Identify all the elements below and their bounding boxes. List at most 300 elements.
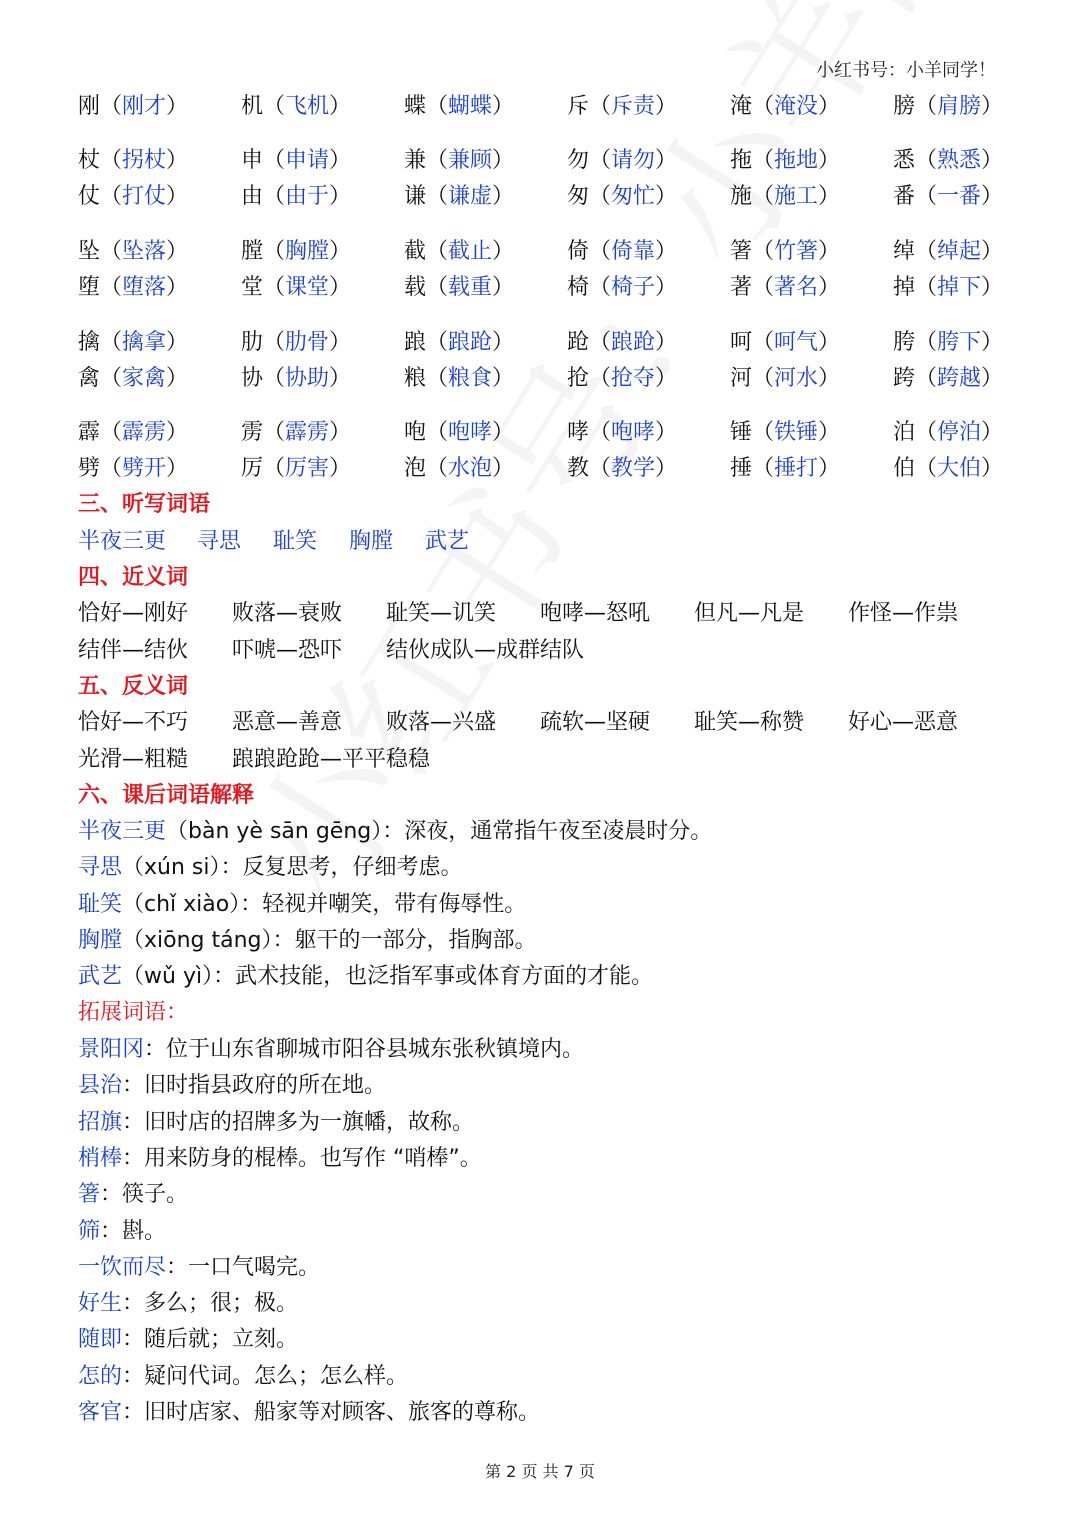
char-entry <box>893 182 1003 212</box>
char-entry <box>567 237 677 267</box>
paren-close: ） <box>818 275 841 300</box>
paren-open: （ <box>426 275 449 300</box>
header-account: 小红书号：小羊同学！ <box>816 60 996 81</box>
char: 锤 <box>730 420 753 445</box>
paren-close: ） <box>655 366 678 391</box>
paren-open: （ <box>263 94 286 119</box>
definition: （xún si）：反复思考，仔细考虑。 <box>122 855 463 881</box>
char-word: 肩膀 <box>937 94 982 119</box>
paren-open: （ <box>100 420 123 445</box>
char-entry <box>730 273 840 303</box>
paren-open: （ <box>426 366 449 391</box>
synonym-pair: 结伙成队—成群结队 <box>386 638 585 663</box>
char-word: 申请 <box>285 148 330 173</box>
char-word: 打仗 <box>122 184 167 209</box>
synonym-pair: 作怪—作祟 <box>848 601 959 626</box>
definition: （xiōng táng）：躯干的一部分，指胸部。 <box>122 927 537 953</box>
char-entry <box>404 418 514 448</box>
char-word: 霹雳 <box>285 420 330 445</box>
char-word: 蝴蝶 <box>448 94 493 119</box>
paren-close: ） <box>981 94 1004 119</box>
explanation-item <box>78 817 712 847</box>
synonym-pair: 吓唬—恐吓 <box>232 638 343 663</box>
dictation-word: 半夜三更 <box>78 529 167 554</box>
paren-open: （ <box>752 456 775 481</box>
char-word: 粮食 <box>448 366 493 391</box>
term: 寻思 <box>78 855 123 881</box>
char-entry <box>404 92 514 122</box>
synonym-pair: 耻笑—讥笑 <box>386 601 497 626</box>
char-word: 谦虚 <box>448 184 493 209</box>
extension-item <box>78 1289 298 1319</box>
char-word: 飞机 <box>285 94 330 119</box>
paren-open: （ <box>752 366 775 391</box>
paren-close: ） <box>981 366 1004 391</box>
paren-close: ） <box>818 94 841 119</box>
char-entry <box>78 418 188 448</box>
extension-item <box>78 1180 188 1210</box>
char-word: 捶打 <box>774 456 819 481</box>
char-word: 掉下 <box>937 275 982 300</box>
char-word: 载重 <box>448 275 493 300</box>
char: 跨 <box>893 366 916 391</box>
paren-open: （ <box>589 420 612 445</box>
char: 刚 <box>78 94 101 119</box>
paren-close: ） <box>818 366 841 391</box>
paren-close: ） <box>655 94 678 119</box>
paren-close: ） <box>981 330 1004 355</box>
char: 咆 <box>404 420 427 445</box>
char-entry <box>78 92 188 122</box>
paren-close: ） <box>166 239 189 264</box>
extension-item <box>78 1217 166 1247</box>
char-word: 竹箸 <box>774 239 819 264</box>
char-entry <box>893 418 1003 448</box>
char: 掉 <box>893 275 916 300</box>
char: 截 <box>404 239 427 264</box>
term: 梢棒 <box>78 1145 123 1171</box>
char: 由 <box>241 184 264 209</box>
char: 坠 <box>78 239 101 264</box>
char: 堂 <box>241 275 264 300</box>
paren-open: （ <box>752 275 775 300</box>
char: 杖 <box>78 148 101 173</box>
antonym-pair: 疏软—坚硬 <box>540 710 651 735</box>
paren-close: ） <box>655 275 678 300</box>
char-entry <box>404 454 514 484</box>
paren-close: ） <box>981 275 1004 300</box>
paren-open: （ <box>426 330 449 355</box>
char-entry <box>893 237 1003 267</box>
section-3-title: 三、听写词语 <box>78 492 211 517</box>
char: 踉 <box>404 330 427 355</box>
paren-open: （ <box>589 94 612 119</box>
char-entry <box>241 92 351 122</box>
char-entry <box>730 237 840 267</box>
char-entry <box>730 92 840 122</box>
char: 倚 <box>567 239 590 264</box>
char-word: 教学 <box>611 456 656 481</box>
char-word: 由于 <box>285 184 330 209</box>
char-entry <box>241 418 351 448</box>
char: 膀 <box>893 94 916 119</box>
paren-open: （ <box>915 148 938 173</box>
paren-open: （ <box>263 239 286 264</box>
paren-open: （ <box>263 148 286 173</box>
char-entry <box>404 146 514 176</box>
paren-open: （ <box>426 94 449 119</box>
char-word: 呵气 <box>774 330 819 355</box>
extension-item <box>78 1144 482 1174</box>
paren-open: （ <box>915 366 938 391</box>
synonym-pair: 咆哮—怒吼 <box>540 601 651 626</box>
term: 箸 <box>78 1182 101 1208</box>
paren-close: ） <box>981 420 1004 445</box>
paren-open: （ <box>915 184 938 209</box>
dictation-word: 武艺 <box>425 529 470 554</box>
paren-open: （ <box>589 239 612 264</box>
char-word: 踉跄 <box>448 330 493 355</box>
char: 呵 <box>730 330 753 355</box>
paren-open: （ <box>263 184 286 209</box>
char-word: 淹没 <box>774 94 819 119</box>
term: 县治 <box>78 1073 123 1099</box>
char: 膛 <box>241 239 264 264</box>
char-entry <box>404 237 514 267</box>
paren-close: ） <box>818 148 841 173</box>
paren-close: ） <box>492 239 515 264</box>
paren-close: ） <box>818 420 841 445</box>
dictation-word: 耻笑 <box>273 529 318 554</box>
char-entry <box>730 328 840 358</box>
char: 淹 <box>730 94 753 119</box>
char-entry <box>241 237 351 267</box>
char-word: 水泡 <box>448 456 493 481</box>
char: 机 <box>241 94 264 119</box>
antonym-pair: 踉踉跄跄—平平稳稳 <box>232 747 431 772</box>
char: 劈 <box>78 456 101 481</box>
char: 河 <box>730 366 753 391</box>
char-word: 拐杖 <box>122 148 167 173</box>
extension-title: 拓展词语： <box>78 1000 189 1025</box>
paren-close: ） <box>329 94 352 119</box>
char-entry <box>78 273 188 303</box>
section-4-title: 四、近义词 <box>78 565 189 590</box>
char: 哮 <box>567 420 590 445</box>
char-entry <box>893 364 1003 394</box>
paren-open: （ <box>100 275 123 300</box>
paren-open: （ <box>100 456 123 481</box>
paren-open: （ <box>426 184 449 209</box>
paren-open: （ <box>752 330 775 355</box>
char-entry <box>567 182 677 212</box>
char-entry <box>78 328 188 358</box>
extension-item <box>78 1398 540 1428</box>
char-word: 一番 <box>937 184 982 209</box>
char: 勿 <box>567 148 590 173</box>
char-entry <box>404 364 514 394</box>
char-word: 抢夺 <box>611 366 656 391</box>
paren-close: ） <box>818 184 841 209</box>
paren-open: （ <box>426 239 449 264</box>
paren-close: ） <box>818 239 841 264</box>
paren-open: （ <box>263 366 286 391</box>
paren-open: （ <box>589 456 612 481</box>
char-entry <box>567 273 677 303</box>
char-word: 匆忙 <box>611 184 656 209</box>
paren-close: ） <box>655 148 678 173</box>
term: 耻笑 <box>78 891 123 917</box>
synonym-pair: 恰好—刚好 <box>78 601 189 626</box>
paren-open: （ <box>915 239 938 264</box>
char-word: 擒拿 <box>122 330 167 355</box>
char: 载 <box>404 275 427 300</box>
char-entry <box>241 454 351 484</box>
term: 胸膛 <box>78 927 123 953</box>
char-word: 斥责 <box>611 94 656 119</box>
char: 著 <box>730 275 753 300</box>
definition: ：旧时店家、船家等对顾客、旅客的尊称。 <box>122 1400 541 1425</box>
char-word: 肋骨 <box>285 330 330 355</box>
definition: （wǔ yì）：武术技能，也泛指军事或体育方面的才能。 <box>122 964 654 990</box>
explanation-item <box>78 926 537 956</box>
paren-open: （ <box>263 275 286 300</box>
char-word: 踉跄 <box>611 330 656 355</box>
paren-close: ） <box>329 456 352 481</box>
char-word: 家禽 <box>122 366 167 391</box>
char: 绰 <box>893 239 916 264</box>
paren-open: （ <box>752 94 775 119</box>
char: 协 <box>241 366 264 391</box>
term: 武艺 <box>78 964 123 990</box>
char: 椅 <box>567 275 590 300</box>
paren-close: ） <box>492 94 515 119</box>
section-6-title: 六、课后词语解释 <box>78 783 255 808</box>
paren-open: （ <box>915 275 938 300</box>
char-entry <box>404 328 514 358</box>
paren-open: （ <box>100 330 123 355</box>
paren-close: ） <box>492 275 515 300</box>
paren-close: ） <box>818 330 841 355</box>
section-5-title: 五、反义词 <box>78 674 189 699</box>
char: 擒 <box>78 330 101 355</box>
char: 厉 <box>241 456 264 481</box>
paren-close: ） <box>981 184 1004 209</box>
synonym-pair: 结伴—结伙 <box>78 638 189 663</box>
char-entry <box>730 146 840 176</box>
term: 怎的 <box>78 1363 123 1389</box>
paren-close: ） <box>492 148 515 173</box>
dictation-word: 胸膛 <box>349 529 394 554</box>
char-word: 堕落 <box>122 275 167 300</box>
paren-close: ） <box>329 148 352 173</box>
paren-open: （ <box>426 456 449 481</box>
char-entry <box>730 364 840 394</box>
char-entry <box>893 454 1003 484</box>
term: 好生 <box>78 1291 123 1317</box>
char-word: 跨越 <box>937 366 982 391</box>
paren-open: （ <box>915 456 938 481</box>
char-word: 著名 <box>774 275 819 300</box>
char: 捶 <box>730 456 753 481</box>
char-word: 劈开 <box>122 456 167 481</box>
paren-close: ） <box>981 239 1004 264</box>
char-entry <box>241 146 351 176</box>
char-entry <box>567 418 677 448</box>
definition: （chǐ xiào）：轻视并嘲笑，带有侮辱性。 <box>122 891 527 917</box>
char-word: 刚才 <box>122 94 167 119</box>
char: 兼 <box>404 148 427 173</box>
antonym-pair: 恶意—善意 <box>232 710 343 735</box>
paren-close: ） <box>166 184 189 209</box>
char-entry <box>241 328 351 358</box>
char: 堕 <box>78 275 101 300</box>
char-word: 施工 <box>774 184 819 209</box>
extension-item <box>78 1253 320 1283</box>
paren-open: （ <box>100 366 123 391</box>
paren-close: ） <box>981 148 1004 173</box>
definition: ：用来防身的棍棒。也写作 “哨棒”。 <box>122 1145 482 1171</box>
paren-open: （ <box>589 366 612 391</box>
extension-item <box>78 1325 298 1355</box>
char: 粮 <box>404 366 427 391</box>
paren-open: （ <box>915 330 938 355</box>
char: 匆 <box>567 184 590 209</box>
char: 仗 <box>78 184 101 209</box>
char: 肋 <box>241 330 264 355</box>
char-word: 大伯 <box>937 456 982 481</box>
paren-open: （ <box>752 184 775 209</box>
char-entry <box>730 454 840 484</box>
char-entry <box>567 328 677 358</box>
char-word: 铁锤 <box>774 420 819 445</box>
paren-close: ） <box>166 148 189 173</box>
char-entry <box>567 92 677 122</box>
char: 谦 <box>404 184 427 209</box>
char: 泊 <box>893 420 916 445</box>
paren-close: ） <box>492 366 515 391</box>
synonym-pair: 但凡—凡是 <box>694 601 805 626</box>
definition: ：斟。 <box>100 1218 167 1244</box>
char-entry <box>404 182 514 212</box>
paren-open: （ <box>100 94 123 119</box>
term: 客官 <box>78 1400 123 1425</box>
paren-close: ） <box>166 366 189 391</box>
explanation-item <box>78 962 653 992</box>
paren-open: （ <box>752 420 775 445</box>
char-word: 胯下 <box>937 330 982 355</box>
paren-close: ） <box>492 456 515 481</box>
char-word: 课堂 <box>285 275 330 300</box>
synonym-pair: 败落—衰败 <box>232 601 343 626</box>
char-entry <box>241 273 351 303</box>
paren-close: ） <box>166 330 189 355</box>
char-entry <box>241 182 351 212</box>
paren-close: ） <box>492 420 515 445</box>
char: 拖 <box>730 148 753 173</box>
char-entry <box>78 364 188 394</box>
char: 施 <box>730 184 753 209</box>
antonym-pair: 耻笑—称赞 <box>694 710 805 735</box>
paren-close: ） <box>655 456 678 481</box>
definition: ：位于山东省聊城市阳谷县城东张秋镇境内。 <box>144 1037 585 1062</box>
paren-close: ） <box>329 420 352 445</box>
extension-item <box>78 1071 386 1101</box>
definition: ：旧时指县政府的所在地。 <box>122 1073 387 1099</box>
paren-open: （ <box>263 420 286 445</box>
char: 抢 <box>567 366 590 391</box>
page-footer: 第 2 页 共 7 页 <box>485 1462 595 1481</box>
char-word: 停泊 <box>937 420 982 445</box>
antonym-pair: 恰好—不巧 <box>78 710 189 735</box>
paren-close: ） <box>655 184 678 209</box>
char-entry <box>404 273 514 303</box>
term: 一饮而尽 <box>78 1254 167 1280</box>
paren-open: （ <box>263 330 286 355</box>
definition: （bàn yè sān gēng）：深夜，通常指午夜至凌晨时分。 <box>166 819 713 844</box>
char: 伯 <box>893 456 916 481</box>
definition: ：随后就；立刻。 <box>122 1327 299 1353</box>
paren-open: （ <box>915 420 938 445</box>
term: 半夜三更 <box>78 819 167 844</box>
paren-open: （ <box>589 275 612 300</box>
paren-close: ） <box>329 184 352 209</box>
char-entry <box>567 364 677 394</box>
paren-open: （ <box>263 456 286 481</box>
char-word: 胸膛 <box>285 239 330 264</box>
char-word: 倚靠 <box>611 239 656 264</box>
char: 箸 <box>730 239 753 264</box>
char-word: 协助 <box>285 366 330 391</box>
dictation-word: 寻思 <box>197 529 242 554</box>
char-entry <box>567 146 677 176</box>
char-entry <box>78 237 188 267</box>
char-entry <box>567 454 677 484</box>
char-word: 霹雳 <box>122 420 167 445</box>
char-word: 坠落 <box>122 239 167 264</box>
paren-open: （ <box>426 420 449 445</box>
char-word: 绰起 <box>937 239 982 264</box>
paren-close: ） <box>329 275 352 300</box>
term: 招旗 <box>78 1109 123 1135</box>
char: 雳 <box>241 420 264 445</box>
paren-close: ） <box>166 456 189 481</box>
paren-close: ） <box>492 330 515 355</box>
paren-open: （ <box>915 94 938 119</box>
char-entry <box>78 454 188 484</box>
paren-open: （ <box>100 239 123 264</box>
char-word: 厉害 <box>285 456 330 481</box>
char: 悉 <box>893 148 916 173</box>
term: 随即 <box>78 1327 123 1353</box>
paren-close: ） <box>655 330 678 355</box>
paren-open: （ <box>589 184 612 209</box>
definition: ：疑问代词。怎么；怎么样。 <box>122 1363 409 1389</box>
paren-open: （ <box>100 184 123 209</box>
char-word: 兼顾 <box>448 148 493 173</box>
definition: ：一口气喝完。 <box>166 1254 321 1280</box>
char: 霹 <box>78 420 101 445</box>
antonym-pair: 光滑—粗糙 <box>78 747 189 772</box>
definition: ：筷子。 <box>100 1182 189 1208</box>
paren-close: ） <box>655 420 678 445</box>
paren-open: （ <box>100 148 123 173</box>
paren-close: ） <box>655 239 678 264</box>
char: 蝶 <box>404 94 427 119</box>
char-word: 拖地 <box>774 148 819 173</box>
char-entry <box>730 418 840 448</box>
explanation-item <box>78 853 463 883</box>
